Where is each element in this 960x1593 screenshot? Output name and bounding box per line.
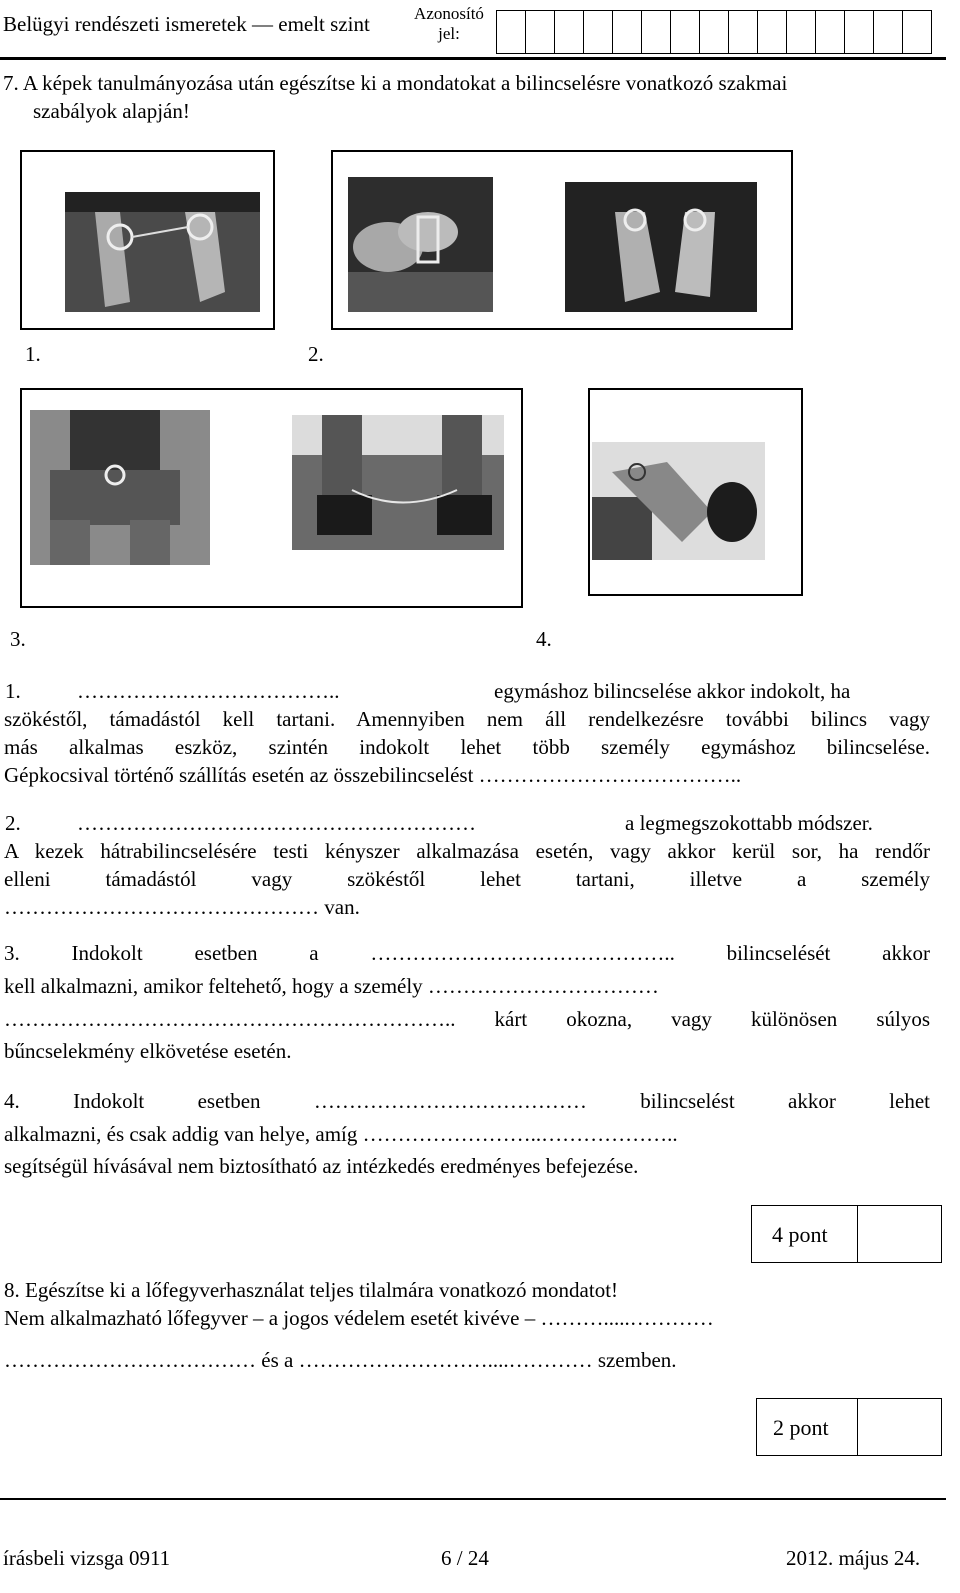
footer-left: írásbeli vizsga 0911 xyxy=(3,1546,171,1570)
header-rule xyxy=(0,57,946,60)
header-title: Belügyi rendészeti ismeretek — emelt szint xyxy=(3,12,370,36)
score-entry-q8[interactable] xyxy=(857,1399,942,1455)
handcuffed-front-hands-photo xyxy=(348,177,493,312)
q7-item1-line4[interactable]: Gépkocsival történő szállítás esetén az összebilincselést ……………………………….. xyxy=(4,763,742,787)
score-box-q8 xyxy=(756,1398,942,1456)
q7-prompt-line2: szabályok alapján! xyxy=(33,99,190,123)
leg-shackles-photo xyxy=(292,415,504,550)
id-box[interactable] xyxy=(728,10,758,54)
azonosito-label: Azonosító jel: xyxy=(414,4,484,43)
id-box[interactable] xyxy=(670,10,700,54)
seated-handcuffed-person-photo xyxy=(30,410,210,565)
q7-item2-line4[interactable]: ……………………………………… van. xyxy=(4,895,360,919)
photo-frame-4 xyxy=(588,388,803,596)
photo-label-1: 1. xyxy=(25,342,41,366)
id-box[interactable] xyxy=(902,10,932,54)
photo-label-4: 4. xyxy=(536,627,552,651)
score-box-q7 xyxy=(751,1205,942,1263)
q7-item4-line3: segítségül hívásával nem biztosítható az intézkedés eredményes befejezése. xyxy=(4,1154,639,1178)
q7-prompt-line1: 7. A képek tanulmányozása után egészítse ki a mondatokat a bilincselésre vonatkozó szakmai xyxy=(3,71,788,95)
q7-item1-number: 1. xyxy=(5,679,21,703)
q7-item1-blank-a[interactable]: ……………………………….. xyxy=(77,679,340,703)
q8-line3[interactable]: ……………………………… és a ………………………....………… szemben. xyxy=(4,1348,677,1372)
q7-item3-line4: bűncselekmény elkövetése esetén. xyxy=(4,1039,292,1063)
q8-line2[interactable]: Nem alkalmazható lőfegyver – a jogos védelem esetét kivéve – ……….....………… xyxy=(4,1306,714,1330)
id-box[interactable] xyxy=(873,10,903,54)
footer-date: 2012. május 24. xyxy=(786,1546,921,1570)
footer-rule xyxy=(0,1498,946,1500)
id-box[interactable] xyxy=(844,10,874,54)
id-box[interactable] xyxy=(815,10,845,54)
id-box[interactable] xyxy=(757,10,787,54)
id-box[interactable] xyxy=(699,10,729,54)
q7-item2-line1-rest: a legmegszokottabb módszer. xyxy=(625,811,873,835)
q7-item2-number: 2. xyxy=(5,811,21,835)
id-code-boxes xyxy=(496,5,932,49)
score-label-q8: 2 pont xyxy=(773,1415,829,1440)
photo-label-2: 2. xyxy=(308,342,324,366)
q7-item3-line1[interactable]: 3. Indokolt esetben a …………………………………….. bilincselését akkor xyxy=(4,941,930,965)
id-box[interactable] xyxy=(496,10,526,54)
q7-item1-line1-rest: egymáshoz bilincselése akkor indokolt, ha xyxy=(494,679,851,703)
handcuffed-hands-photo xyxy=(65,192,260,312)
person-cuffed-to-radiator-photo xyxy=(592,442,765,560)
q7-item1-line3: más alkalmas eszköz, szintén indokolt lehet több személy egymáshoz bilincselése. xyxy=(4,735,930,759)
photo-frame-1 xyxy=(20,150,275,330)
id-box[interactable] xyxy=(583,10,613,54)
q7-item2-line2: A kezek hátrabilincselésére testi kényszer alkalmazása esetén, vagy akkor kerül sor, ha rendőr xyxy=(4,839,930,863)
q8-prompt: 8. Egészítse ki a lőfegyverhasználat teljes tilalmára vonatkozó mondatot! xyxy=(4,1278,619,1302)
id-box[interactable] xyxy=(612,10,642,54)
q7-item2-line3: elleni támadástól vagy szökéstől lehet tartani, illetve a személy xyxy=(4,867,930,891)
score-entry-q7[interactable] xyxy=(857,1206,942,1262)
handcuffed-behind-back-photo xyxy=(565,182,757,312)
photo-frame-3 xyxy=(20,388,523,608)
photo-label-3: 3. xyxy=(10,627,26,651)
id-box[interactable] xyxy=(554,10,584,54)
id-box[interactable] xyxy=(525,10,555,54)
footer-page-number: 6 / 24 xyxy=(441,1546,489,1570)
id-box[interactable] xyxy=(641,10,671,54)
q7-item4-line2[interactable]: alkalmazni, és csak addig van helye, amíg ……………………..……………….. xyxy=(4,1122,678,1146)
score-label-q7: 4 pont xyxy=(772,1222,828,1247)
q7-item2-blank-a[interactable]: ………………………………………………… xyxy=(77,811,476,835)
q7-item1-line2: szökéstől, támadástól kell tartani. Amennyiben nem áll rendelkezésre további bilincs vagy xyxy=(4,707,930,731)
q7-item4-line1[interactable]: 4. Indokolt esetben ………………………………… bilincselést akkor lehet xyxy=(4,1089,930,1113)
q7-item3-line3[interactable]: ……………………………………………………….. kárt okozna, vagy különösen súlyos xyxy=(4,1007,930,1031)
q7-item3-line2[interactable]: kell alkalmazni, amikor feltehető, hogy a személy …………………………… xyxy=(4,974,659,998)
id-box[interactable] xyxy=(786,10,816,54)
photo-frame-2 xyxy=(331,150,793,330)
